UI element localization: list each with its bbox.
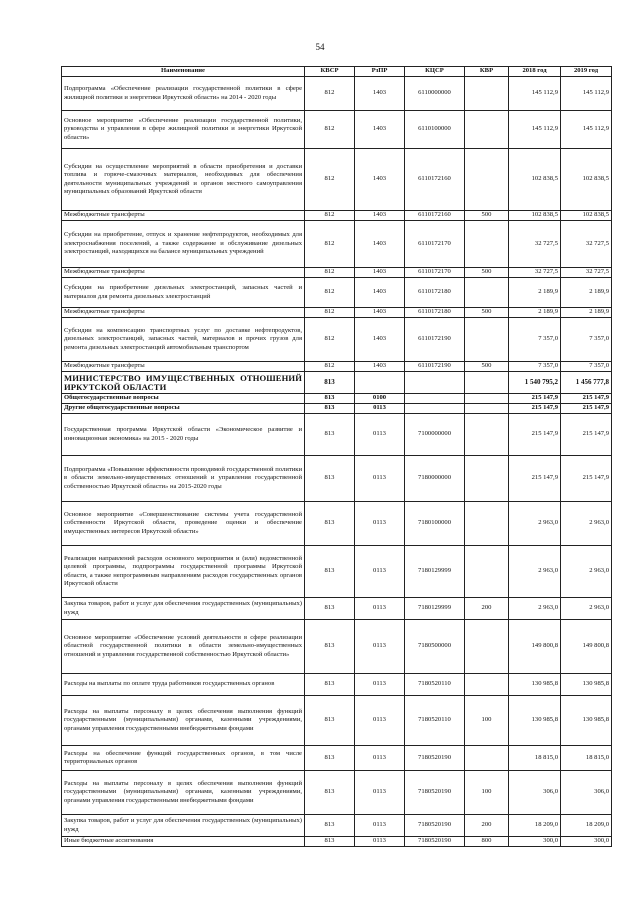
cell-kcsr bbox=[405, 372, 465, 394]
cell-kcsr: 6110172180 bbox=[405, 308, 465, 318]
cell-2018: 215 147,9 bbox=[509, 414, 561, 456]
cell-2019: 102 838,5 bbox=[561, 149, 612, 211]
cell-2018: 102 838,5 bbox=[509, 149, 561, 211]
cell-rzpr: 0113 bbox=[355, 414, 405, 456]
cell-kvr: 500 bbox=[465, 362, 509, 372]
cell-name: Основное мероприятие «Обеспечение реализации государственной политики, руководства и управления в сфере жилищной политики и энергетики Иркутской области» bbox=[62, 111, 305, 149]
cell-2019: 2 963,0 bbox=[561, 502, 612, 546]
cell-kvr bbox=[465, 502, 509, 546]
table-row bbox=[62, 696, 612, 746]
cell-name: Субсидии на осуществление мероприятий в области приобретения и доставки топлива и горюче-смазочных материалов, необходимых для обеспечения деятельности муниципальных учреждений и органов местного самоуправления муниципальных образований Иркутской области bbox=[62, 149, 305, 211]
cell-kcsr: 7180520190 bbox=[405, 837, 465, 847]
table-row bbox=[62, 308, 612, 318]
cell-2018: 7 357,0 bbox=[509, 318, 561, 362]
cell-kcsr: 7180000000 bbox=[405, 456, 465, 502]
cell-name: Закупка товаров, работ и услуг для обеспечения государственных (муниципальных) нужд bbox=[62, 815, 305, 837]
cell-2018: 300,0 bbox=[509, 837, 561, 847]
column-header-kvsr: КВСР bbox=[305, 67, 355, 77]
table-row bbox=[62, 372, 612, 394]
cell-2018: 215 147,9 bbox=[509, 394, 561, 404]
cell-2018: 149 800,8 bbox=[509, 620, 561, 674]
cell-kvsr: 813 bbox=[305, 414, 355, 456]
cell-kvr bbox=[465, 456, 509, 502]
cell-rzpr: 1403 bbox=[355, 362, 405, 372]
cell-rzpr: 1403 bbox=[355, 111, 405, 149]
cell-2018: 215 147,9 bbox=[509, 404, 561, 414]
cell-kcsr: 6110172160 bbox=[405, 211, 465, 221]
cell-rzpr: 1403 bbox=[355, 211, 405, 221]
cell-2018: 306,0 bbox=[509, 771, 561, 815]
table-row bbox=[62, 77, 612, 111]
cell-kvr bbox=[465, 746, 509, 771]
cell-rzpr: 0113 bbox=[355, 674, 405, 696]
table-row bbox=[62, 318, 612, 362]
cell-2018: 32 727,5 bbox=[509, 221, 561, 268]
page-number: 54 bbox=[315, 42, 325, 52]
cell-name: Закупка товаров, работ и услуг для обеспечения государственных (муниципальных) нужд bbox=[62, 598, 305, 620]
cell-kvsr: 812 bbox=[305, 111, 355, 149]
cell-2018: 2 963,0 bbox=[509, 546, 561, 598]
cell-rzpr: 0113 bbox=[355, 620, 405, 674]
cell-rzpr: 1403 bbox=[355, 278, 405, 308]
cell-name: Межбюджетные трансферты bbox=[62, 362, 305, 372]
cell-kvsr: 812 bbox=[305, 149, 355, 211]
cell-2019: 215 147,9 bbox=[561, 456, 612, 502]
cell-kvr bbox=[465, 77, 509, 111]
cell-2019: 306,0 bbox=[561, 771, 612, 815]
cell-kcsr: 7180500000 bbox=[405, 620, 465, 674]
cell-kvr bbox=[465, 318, 509, 362]
cell-kvsr: 812 bbox=[305, 362, 355, 372]
cell-2018: 2 963,0 bbox=[509, 502, 561, 546]
cell-kvr bbox=[465, 278, 509, 308]
cell-2018: 130 985,8 bbox=[509, 674, 561, 696]
cell-kvr: 800 bbox=[465, 837, 509, 847]
cell-name: Субсидии на приобретение, отпуск и хранение нефтепродуктов, необходимых для электроснабжения поселений, а также содержание и обслуживание дизельных электростанций, находящихся на балансе муниципальных учреждений bbox=[62, 221, 305, 268]
column-header-kcsr: КЦСР bbox=[405, 67, 465, 77]
cell-kcsr bbox=[405, 394, 465, 404]
cell-kvr bbox=[465, 674, 509, 696]
cell-kcsr: 7180520110 bbox=[405, 674, 465, 696]
cell-kvsr: 813 bbox=[305, 404, 355, 414]
table-row bbox=[62, 394, 612, 404]
cell-2019: 300,0 bbox=[561, 837, 612, 847]
cell-2018: 102 838,5 bbox=[509, 211, 561, 221]
cell-2019: 215 147,9 bbox=[561, 394, 612, 404]
cell-2018: 7 357,0 bbox=[509, 362, 561, 372]
cell-2018: 2 189,9 bbox=[509, 308, 561, 318]
cell-kcsr: 6110172160 bbox=[405, 149, 465, 211]
cell-kcsr: 7180129999 bbox=[405, 598, 465, 620]
column-header-2019: 2019 год bbox=[561, 67, 612, 77]
cell-kcsr: 7100000000 bbox=[405, 414, 465, 456]
cell-2018: 2 963,0 bbox=[509, 598, 561, 620]
cell-kcsr: 6110000000 bbox=[405, 77, 465, 111]
table-row bbox=[62, 221, 612, 268]
cell-2018: 18 209,0 bbox=[509, 815, 561, 837]
cell-2019: 2 189,9 bbox=[561, 308, 612, 318]
cell-rzpr: 0113 bbox=[355, 696, 405, 746]
cell-kcsr: 6110172190 bbox=[405, 318, 465, 362]
cell-kvsr: 812 bbox=[305, 221, 355, 268]
table-row bbox=[62, 111, 612, 149]
cell-name: Реализация направлений расходов основного мероприятия и (или) ведомственной целевой программы, подпрограммы государственной программы Иркутской области, а также непрограммным направлениям расходов государственных органов Иркутской области bbox=[62, 546, 305, 598]
cell-2019: 7 357,0 bbox=[561, 318, 612, 362]
cell-2019: 2 189,9 bbox=[561, 278, 612, 308]
table-row bbox=[62, 598, 612, 620]
cell-name: Межбюджетные трансферты bbox=[62, 308, 305, 318]
cell-kvr: 500 bbox=[465, 211, 509, 221]
cell-kvr bbox=[465, 414, 509, 456]
cell-kvsr: 813 bbox=[305, 502, 355, 546]
cell-rzpr: 1403 bbox=[355, 221, 405, 268]
cell-kvr bbox=[465, 620, 509, 674]
table-row bbox=[62, 546, 612, 598]
cell-2018: 130 985,8 bbox=[509, 696, 561, 746]
cell-rzpr: 0113 bbox=[355, 815, 405, 837]
cell-name: Субсидии на компенсацию транспортных услуг по доставке нефтепродуктов, дизельных электростанций, запасных частей, материалов и прочих грузов для ремонта дизельных электростанций автомобильным транспортом bbox=[62, 318, 305, 362]
column-header-name: Наименование bbox=[62, 67, 305, 77]
column-header-kvr: КВР bbox=[465, 67, 509, 77]
cell-2019: 7 357,0 bbox=[561, 362, 612, 372]
cell-2019: 2 963,0 bbox=[561, 598, 612, 620]
cell-kcsr: 7180129999 bbox=[405, 546, 465, 598]
cell-kvr bbox=[465, 394, 509, 404]
table-row bbox=[62, 837, 612, 847]
cell-kcsr: 7180520190 bbox=[405, 815, 465, 837]
cell-2019: 32 727,5 bbox=[561, 268, 612, 278]
cell-2019: 130 985,8 bbox=[561, 674, 612, 696]
cell-name: Расходы на выплаты персоналу в целях обеспечения выполнения функций государственными (муниципальными) органами, казенными учреждениями, органами управления государственными внебюджетными фондами bbox=[62, 771, 305, 815]
cell-name: Расходы на обеспечение функций государственных органов, в том числе территориальных органов bbox=[62, 746, 305, 771]
cell-kvsr: 813 bbox=[305, 394, 355, 404]
cell-kvsr: 813 bbox=[305, 674, 355, 696]
table-row bbox=[62, 620, 612, 674]
cell-kvr bbox=[465, 221, 509, 268]
cell-kcsr: 6110172170 bbox=[405, 221, 465, 268]
cell-name: Общегосударственные вопросы bbox=[62, 394, 305, 404]
cell-2019: 215 147,9 bbox=[561, 414, 612, 456]
cell-rzpr: 0100 bbox=[355, 394, 405, 404]
cell-kvsr: 813 bbox=[305, 456, 355, 502]
table-row bbox=[62, 502, 612, 546]
cell-kvr: 500 bbox=[465, 268, 509, 278]
cell-2018: 145 112,9 bbox=[509, 111, 561, 149]
table-row bbox=[62, 456, 612, 502]
cell-kcsr bbox=[405, 404, 465, 414]
cell-kvsr: 812 bbox=[305, 318, 355, 362]
table-row bbox=[62, 674, 612, 696]
cell-name: Подпрограмма «Повышение эффективности проводимой государственной политики в области земельно-имущественных отношений и управления государственной собственностью Иркутской области» на 2015-2020 годы bbox=[62, 456, 305, 502]
cell-2019: 2 963,0 bbox=[561, 546, 612, 598]
cell-kvr bbox=[465, 372, 509, 394]
cell-2019: 102 838,5 bbox=[561, 211, 612, 221]
table-header-row bbox=[62, 67, 612, 77]
cell-kvsr: 813 bbox=[305, 598, 355, 620]
cell-rzpr: 0113 bbox=[355, 837, 405, 847]
cell-name: Подпрограмма «Обеспечение реализации государственной политики в сфере жилищной политики и энергетики Иркутской области» на 2014 - 2020 годы bbox=[62, 77, 305, 111]
cell-rzpr: 0113 bbox=[355, 598, 405, 620]
cell-name: Межбюджетные трансферты bbox=[62, 211, 305, 221]
cell-kvsr: 813 bbox=[305, 696, 355, 746]
table-row bbox=[62, 771, 612, 815]
cell-kvsr: 812 bbox=[305, 268, 355, 278]
cell-2018: 2 189,9 bbox=[509, 278, 561, 308]
cell-2019: 145 112,9 bbox=[561, 77, 612, 111]
cell-kvr: 100 bbox=[465, 771, 509, 815]
cell-2019: 130 985,8 bbox=[561, 696, 612, 746]
cell-rzpr: 0113 bbox=[355, 746, 405, 771]
table-row bbox=[62, 278, 612, 308]
cell-kvsr: 813 bbox=[305, 372, 355, 394]
cell-name: Иные бюджетные ассигнования bbox=[62, 837, 305, 847]
cell-name: Основное мероприятие «Совершенствование системы учета государственной собственности Иркутской области, проведение оценки и обеспечение имущественных интересов Иркутской области» bbox=[62, 502, 305, 546]
cell-2019: 32 727,5 bbox=[561, 221, 612, 268]
table-row bbox=[62, 268, 612, 278]
table-row bbox=[62, 404, 612, 414]
cell-rzpr: 0113 bbox=[355, 404, 405, 414]
cell-kvsr: 813 bbox=[305, 815, 355, 837]
cell-kvr: 200 bbox=[465, 815, 509, 837]
cell-kcsr: 7180520190 bbox=[405, 771, 465, 815]
cell-2018: 215 147,9 bbox=[509, 456, 561, 502]
cell-kcsr: 6110172190 bbox=[405, 362, 465, 372]
cell-kvr: 200 bbox=[465, 598, 509, 620]
cell-name: Расходы на выплаты по оплате труда работников государственных органов bbox=[62, 674, 305, 696]
cell-rzpr: 0113 bbox=[355, 502, 405, 546]
cell-2019: 149 800,8 bbox=[561, 620, 612, 674]
cell-kvr bbox=[465, 404, 509, 414]
table-row bbox=[62, 414, 612, 456]
cell-kvr: 500 bbox=[465, 308, 509, 318]
cell-2018: 18 815,0 bbox=[509, 746, 561, 771]
cell-kcsr: 7180100000 bbox=[405, 502, 465, 546]
cell-name: Основное мероприятие «Обеспечение условий деятельности в сфере реализации областной государственной политики в области земельно-имущественных отношений и управления государственной собственностью Иркутской области» bbox=[62, 620, 305, 674]
cell-rzpr: 1403 bbox=[355, 77, 405, 111]
cell-2018: 145 112,9 bbox=[509, 77, 561, 111]
cell-rzpr: 0113 bbox=[355, 456, 405, 502]
cell-kcsr: 6110172170 bbox=[405, 268, 465, 278]
cell-2019: 18 209,0 bbox=[561, 815, 612, 837]
cell-name: Межбюджетные трансферты bbox=[62, 268, 305, 278]
cell-2018: 32 727,5 bbox=[509, 268, 561, 278]
budget-table bbox=[61, 66, 612, 847]
cell-2018: 1 540 795,2 bbox=[509, 372, 561, 394]
cell-kvsr: 813 bbox=[305, 771, 355, 815]
cell-2019: 145 112,9 bbox=[561, 111, 612, 149]
cell-name: Другие общегосударственные вопросы bbox=[62, 404, 305, 414]
cell-rzpr: 1403 bbox=[355, 308, 405, 318]
cell-name: МИНИСТЕРСТВО ИМУЩЕСТВЕННЫХ ОТНОШЕНИЙ ИРКУТСКОЙ ОБЛАСТИ bbox=[62, 372, 305, 394]
cell-2019: 1 456 777,8 bbox=[561, 372, 612, 394]
cell-kcsr: 7180520190 bbox=[405, 746, 465, 771]
cell-rzpr: 0113 bbox=[355, 546, 405, 598]
cell-kcsr: 7180520110 bbox=[405, 696, 465, 746]
cell-rzpr: 1403 bbox=[355, 149, 405, 211]
cell-name: Расходы на выплаты персоналу в целях обеспечения выполнения функций государственными (муниципальными) органами, казенными учреждениями, органами управления государственными внебюджетными фондами bbox=[62, 696, 305, 746]
cell-name: Субсидии на приобретение дизельных электростанций, запасных частей и материалов для ремонта дизельных электростанций bbox=[62, 278, 305, 308]
cell-kvr bbox=[465, 546, 509, 598]
cell-kvsr: 813 bbox=[305, 620, 355, 674]
cell-kvr bbox=[465, 111, 509, 149]
cell-kvsr: 813 bbox=[305, 746, 355, 771]
cell-kvr bbox=[465, 149, 509, 211]
cell-kvr: 100 bbox=[465, 696, 509, 746]
cell-2019: 215 147,9 bbox=[561, 404, 612, 414]
table-row bbox=[62, 746, 612, 771]
cell-kvsr: 813 bbox=[305, 837, 355, 847]
cell-kcsr: 6110172180 bbox=[405, 278, 465, 308]
cell-kvsr: 813 bbox=[305, 546, 355, 598]
cell-kvsr: 812 bbox=[305, 278, 355, 308]
table-row bbox=[62, 149, 612, 211]
table-row bbox=[62, 362, 612, 372]
cell-kvsr: 812 bbox=[305, 308, 355, 318]
cell-rzpr: 1403 bbox=[355, 268, 405, 278]
column-header-2018: 2018 год bbox=[509, 67, 561, 77]
cell-kcsr: 6110100000 bbox=[405, 111, 465, 149]
cell-rzpr: 1403 bbox=[355, 318, 405, 362]
cell-rzpr: 0113 bbox=[355, 771, 405, 815]
table-row bbox=[62, 211, 612, 221]
column-header-rzpr: РзПР bbox=[355, 67, 405, 77]
table-body bbox=[62, 77, 612, 847]
cell-kvsr: 812 bbox=[305, 211, 355, 221]
cell-2019: 18 815,0 bbox=[561, 746, 612, 771]
cell-kvsr: 812 bbox=[305, 77, 355, 111]
cell-rzpr bbox=[355, 372, 405, 394]
cell-name: Государственная программа Иркутской области «Экономическое развитие и инновационная экономика» на 2015 - 2020 годы bbox=[62, 414, 305, 456]
table-row bbox=[62, 815, 612, 837]
